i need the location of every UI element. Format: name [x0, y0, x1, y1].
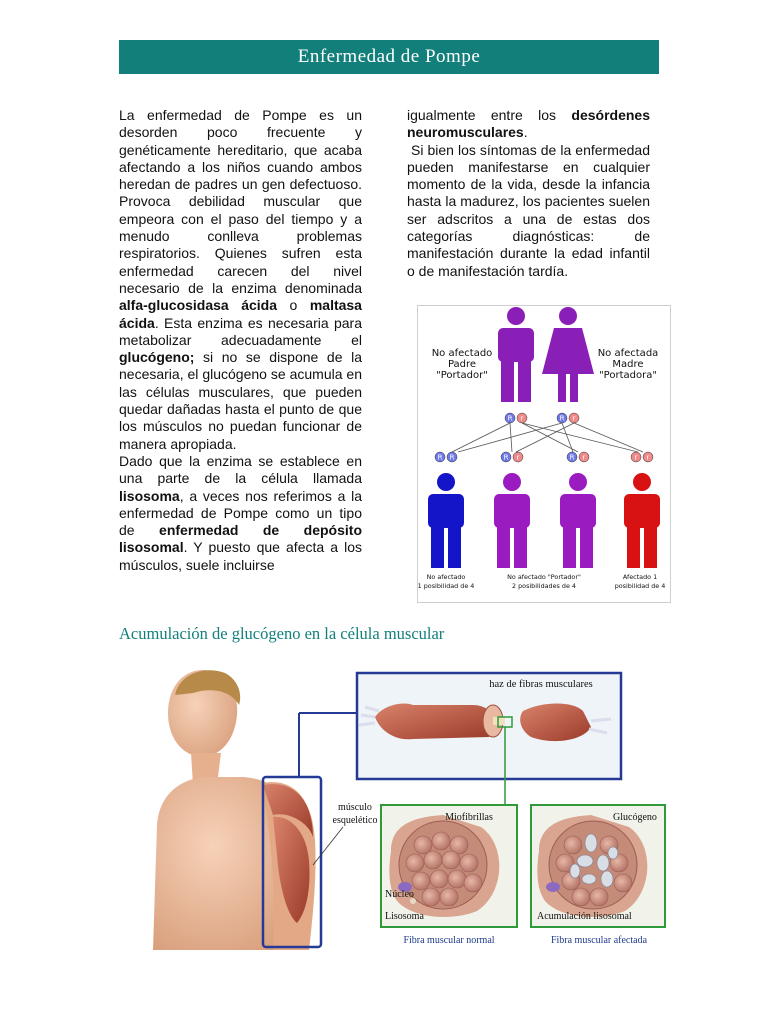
father-label-1: No afectado [431, 348, 493, 359]
glycogen-label: Glucógeno [613, 812, 657, 823]
svg-text:R: R [503, 453, 509, 462]
child-carrier-figure-1 [494, 473, 530, 568]
svg-text:r: r [520, 414, 524, 423]
svg-text:R: R [449, 453, 455, 462]
child-affected-figure [624, 473, 660, 568]
svg-text:R: R [559, 414, 565, 423]
normal-fiber-caption: Fibra muscular normal [403, 935, 495, 946]
child-affected-label-1: Afectado 1 [622, 573, 658, 581]
skeletal-muscle-label-1: músculo [338, 802, 372, 813]
child-unaffected-label-1: No afectado [426, 573, 466, 581]
page-title: Enfermedad de Pompe [119, 40, 659, 74]
svg-text:r: r [582, 453, 586, 462]
child-carrier-label-2: 2 posibilidades de 4 [512, 582, 576, 590]
svg-text:R: R [569, 453, 575, 462]
mother-label-3: "Portadora" [599, 370, 657, 381]
svg-text:r: r [634, 453, 638, 462]
paragraph-neuromuscular: igualmente entre los desórdenes neuromusculares. [407, 107, 650, 141]
myofibrils-label: Miofibrillas [445, 812, 493, 823]
paragraph-symptoms: Si bien los síntomas de la enfermedad pueden manifestarse en cualquier momento de la vida, desde la infancia hasta la madurez, los pacientes suelen ser adscritos a una de estas dos categorías diagnósticas: de manifestación durante la edad infantil o de manifestación tardía. [407, 141, 650, 279]
text-column-left [119, 107, 362, 574]
section-heading: Acumulación de glucógeno en la célula muscular [119, 624, 445, 643]
child-unaffected-figure [428, 473, 464, 568]
accumulation-label: Acumulación lisosomal [537, 911, 632, 922]
muscle-anatomy-illustration [113, 665, 673, 955]
nucleus-label: Núcleo [385, 889, 414, 900]
mother-label-1: No afectada [597, 348, 659, 359]
father-label-2: Padre [447, 359, 477, 370]
inheritance-diagram [417, 305, 671, 603]
child-affected-label-2: posibilidad de 4 [614, 582, 666, 590]
svg-text:r: r [516, 453, 520, 462]
svg-text:r: r [646, 453, 650, 462]
svg-text:R: R [507, 414, 513, 423]
paragraph-intro: La enfermedad de Pompe es un desorden poco frecuente y genéticamente hereditario, que acaba afectando a los niños cuando ambos heredan de padres un gen defectuoso. Provoca debilidad muscular que empeora con el paso del tiempo y a menudo conlleva problemas respiratorios. Quienes sufren esta enfermedad carecen del nivel necesario de la enzima denominada alfa-glucosidasa ácida o maltasa ácida. Esta enzima es necesaria para metabolizar adecuadamente el glucógeno; si no se dispone de la necesaria, el glucógeno se acumula en las células musculares, que pueden quedar dañadas hasta el punto de que los músculos no puedan funcionar de manera apropiada. [119, 107, 362, 452]
muscle-bundle [359, 704, 611, 742]
normal-fiber [389, 815, 499, 917]
human-figure [153, 670, 316, 950]
father-figure [498, 307, 534, 402]
father-label-3: "Portador" [436, 370, 488, 381]
affected-fiber [537, 815, 647, 917]
affected-fiber-caption: Fibra muscular afectada [550, 935, 648, 946]
skeletal-muscle-label-2: esquelético [332, 815, 378, 826]
mother-figure [542, 307, 594, 402]
child-unaffected-label-2: 1 posibilidad de 4 [418, 582, 475, 590]
svg-text:r: r [572, 414, 576, 423]
child-carrier-label-1: No afectado "Portador" [507, 573, 581, 581]
bundle-label: haz de fibras musculares [489, 679, 593, 690]
text-column-right [407, 107, 650, 280]
lysosome-label: Lisosoma [385, 911, 424, 922]
child-carrier-figure-2 [560, 473, 596, 568]
svg-text:R: R [437, 453, 443, 462]
paragraph-lysosome: Dado que la enzima se establece en una parte de la célula llamada lisosoma, a veces nos referimos a la enfermedad de Pompe como un tipo de enfermedad de depósito lisosomal. Y puesto que afecta a los músculos, suele incluirse [119, 452, 362, 573]
mother-label-2: Madre [612, 359, 644, 370]
